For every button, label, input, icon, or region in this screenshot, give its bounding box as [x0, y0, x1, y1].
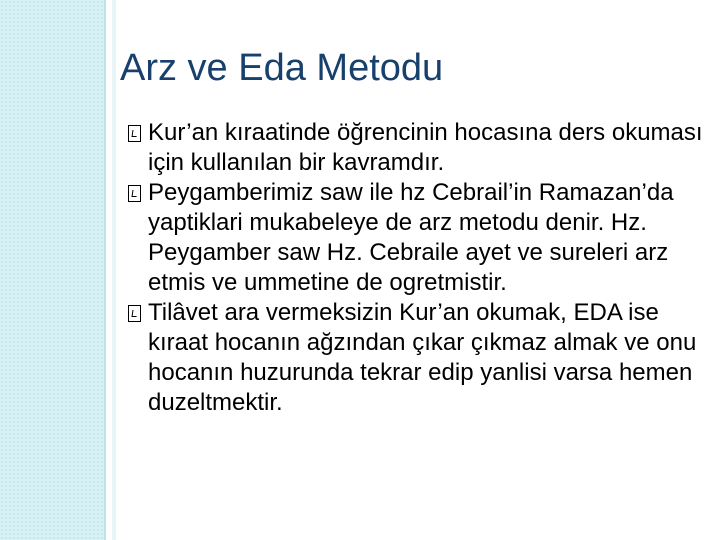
side-pattern-band: [0, 0, 104, 540]
accent-bar: [112, 0, 116, 540]
bullet-item: [128, 178, 712, 298]
bullet-item: [128, 118, 712, 178]
side-divider-line: [104, 0, 106, 540]
bullet-item: [128, 298, 712, 418]
bullet-text: Peygamberimiz saw ile hz Cebrail’in Ramazan’da yaptiklari mukabeleye de arz metodu denir. Hz. Peygamber saw Hz. Cebraile ayet ve sureleri arz etmis ve ummetine de ogretmistir.: [148, 179, 674, 296]
bullet-list: [128, 118, 712, 418]
missing-glyph-bullet-icon: [128, 185, 141, 202]
bullet-text: Kur’an kıraatinde öğrencinin hocasına ders okuması için kullanılan bir kavramdır.: [148, 119, 703, 176]
missing-glyph-bullet-icon: [128, 125, 141, 142]
missing-glyph-bullet-icon: [128, 305, 141, 322]
bullet-text: Tilâvet ara vermeksizin Kur’an okumak, EDA ise kıraat hocanın ağzından çıkar çıkmaz almak ve onu hocanın huzurunda tekrar edip yanlisi varsa hemen duzeltmektir.: [148, 299, 697, 416]
slide-title: Arz ve Eda Metodu: [120, 47, 444, 89]
